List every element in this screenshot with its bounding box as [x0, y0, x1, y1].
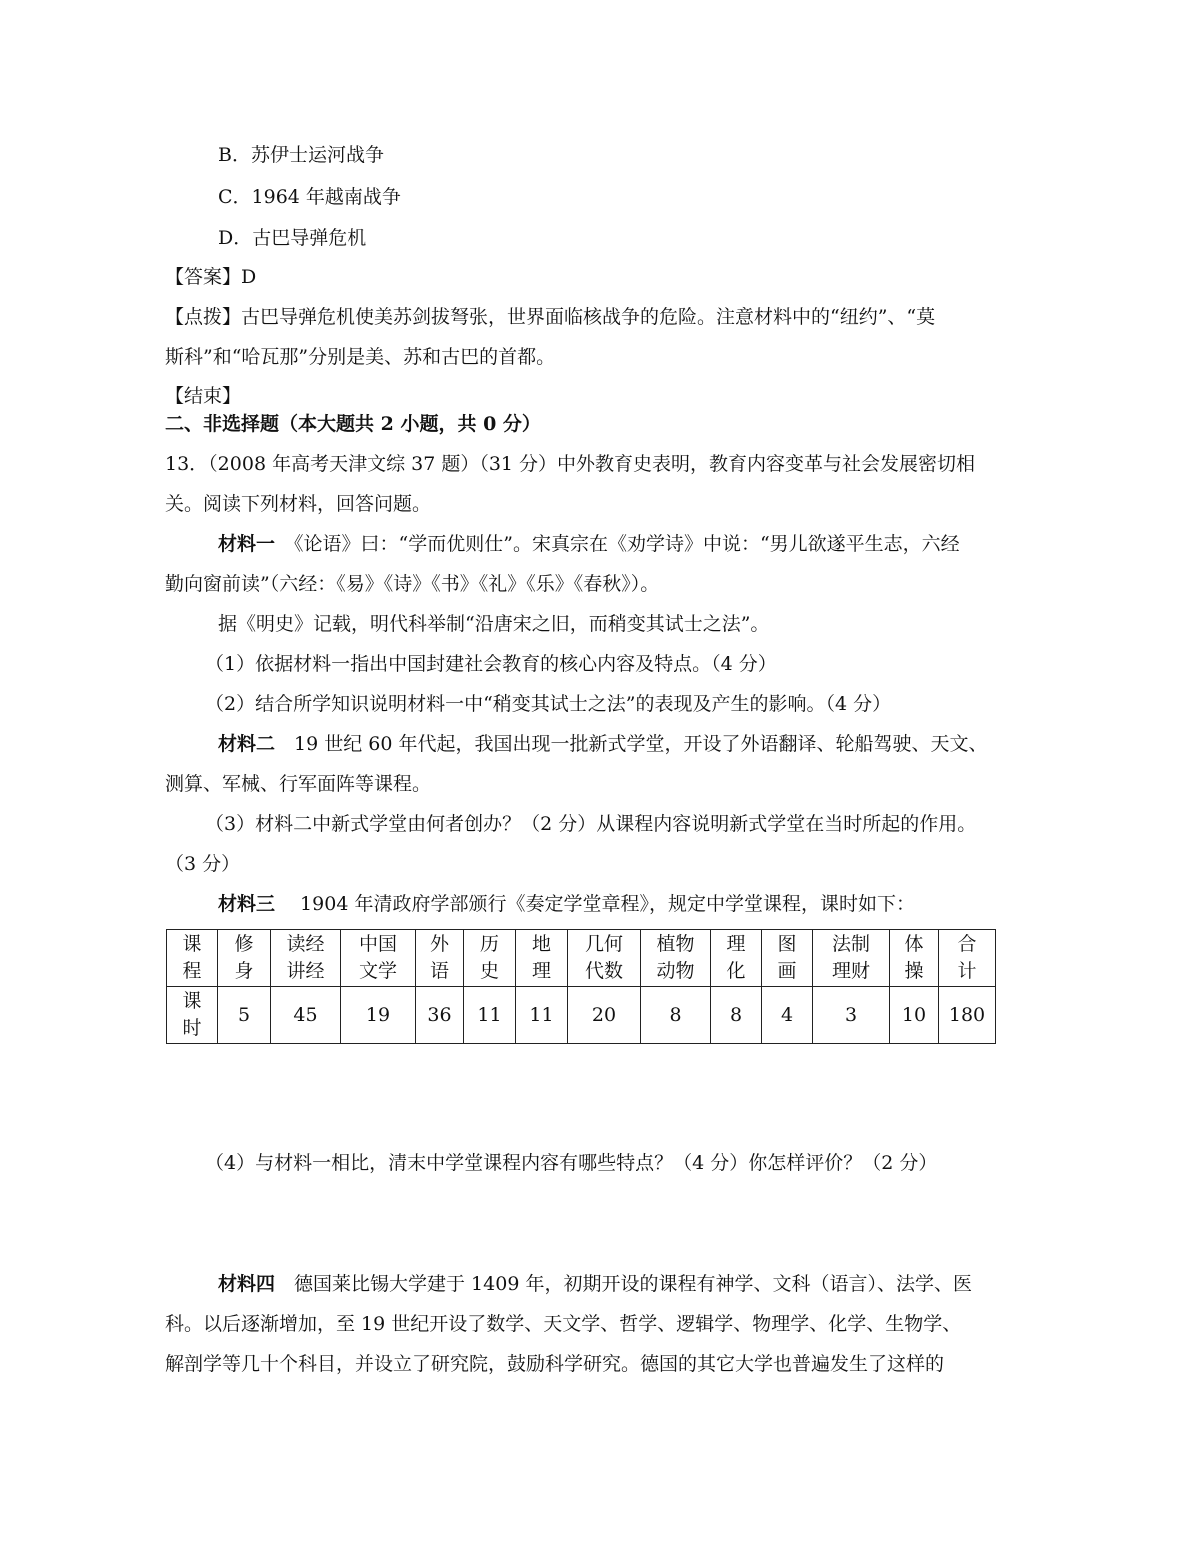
material-3-line-1: 材料三 1904 年清政府学部颁行《奏定学堂章程》，规定中学堂课程，课时如下： [218, 893, 915, 915]
table-cell: 10 [890, 987, 939, 1044]
table-cell: 植物 动物 [641, 930, 711, 987]
section-title: 二、非选择题（本大题共 2 小题，共 0 分） [165, 413, 541, 435]
table-cell: 45 [271, 987, 341, 1044]
table-cell: 19 [341, 987, 416, 1044]
option-b: B．苏伊士运河战争 [218, 144, 384, 166]
end-mark: 【结束】 [165, 385, 242, 407]
table-cell: 5 [218, 987, 271, 1044]
material-2-label: 材料二 [218, 733, 276, 755]
table-cell: 3 [813, 987, 890, 1044]
table-cell: 理 化 [711, 930, 762, 987]
material-4-line-2: 科。以后逐渐增加，至 19 世纪开设了数学、天文学、哲学、逻辑学、物理学、化学、生物学、 [165, 1313, 962, 1335]
sub-question-1: （1）依据材料一指出中国封建社会教育的核心内容及特点。（4 分） [205, 653, 777, 675]
sub-question-2: （2）结合所学知识说明材料一中“稍变其试士之法”的表现及产生的影响。（4 分） [205, 693, 892, 715]
table-cell: 180 [939, 987, 996, 1044]
table-cell: 36 [416, 987, 464, 1044]
material-3-label: 材料三 [218, 893, 276, 915]
table-cell: 课 时 [167, 987, 218, 1044]
table-cell: 图 画 [762, 930, 813, 987]
table-header-row [167, 930, 996, 987]
question-line-1: 13．（2008 年高考天津文综 37 题）（31 分）中外教育史表明，教育内容变革与社会发展密切相 [165, 453, 976, 475]
material-1-label: 材料一 [218, 533, 276, 555]
table-cell: 历 史 [464, 930, 516, 987]
sub-question-3-line-1: （3）材料二中新式学堂由何者创办？（2 分）从课程内容说明新式学堂在当时所起的作用。 [205, 813, 977, 835]
material-2-line-1: 材料二 19 世纪 60 年代起，我国出现一批新式学堂，开设了外语翻译、轮船驾驶、天文、 [218, 733, 988, 755]
table-hours-row [167, 987, 996, 1044]
material-2-line-2: 测算、军械、行军面阵等课程。 [165, 773, 432, 795]
table-cell: 读经 讲经 [271, 930, 341, 987]
table-cell: 地 理 [516, 930, 568, 987]
material-4-label: 材料四 [218, 1273, 276, 1295]
sub-question-4: （4）与材料一相比，清末中学堂课程内容有哪些特点？（4 分）你怎样评价？（2 分） [205, 1152, 938, 1174]
table-cell: 4 [762, 987, 813, 1044]
option-c: C．1964 年越南战争 [218, 186, 401, 208]
table-cell: 合 计 [939, 930, 996, 987]
table-cell: 8 [711, 987, 762, 1044]
material-1-line-2: 勤向窗前读”（六经：《易》《诗》《书》《礼》《乐》《春秋》）。 [165, 573, 660, 595]
table-cell: 外 语 [416, 930, 464, 987]
course-hours-table [166, 929, 996, 1044]
sub-question-3-line-2: （3 分） [165, 853, 241, 875]
table-cell: 体 操 [890, 930, 939, 987]
table-cell: 修 身 [218, 930, 271, 987]
table-cell: 中国 文学 [341, 930, 416, 987]
material-4-line-3: 解剖学等几十个科目，并设立了研究院，鼓励科学研究。德国的其它大学也普遍发生了这样的 [165, 1353, 945, 1375]
table-cell: 20 [568, 987, 641, 1044]
table-cell: 法制 理财 [813, 930, 890, 987]
material-1-line-3: 据《明史》记载，明代科举制“沿唐宋之旧，而稍变其试士之法”。 [218, 613, 770, 635]
table-cell: 11 [516, 987, 568, 1044]
question-line-2: 关。阅读下列材料，回答问题。 [165, 493, 432, 515]
material-4-line-1: 材料四 德国莱比锡大学建于 1409 年，初期开设的课程有神学、文科（语言）、法学、医 [218, 1273, 972, 1295]
hint-line-1: 【点拨】古巴导弹危机使美苏剑拔弩张，世界面临核战争的危险。注意材料中的“纽约”、“莫 [165, 306, 936, 328]
material-1-line-1: 材料一 《论语》曰：“学而优则仕”。宋真宗在《劝学诗》中说：“男儿欲遂平生志，六经 [218, 533, 960, 555]
table-cell: 8 [641, 987, 711, 1044]
table-cell: 课 程 [167, 930, 218, 987]
table-cell: 11 [464, 987, 516, 1044]
option-d: D．古巴导弹危机 [218, 227, 367, 249]
hint-line-2: 斯科”和“哈瓦那”分别是美、苏和古巴的首都。 [165, 346, 556, 368]
table-cell: 几何 代数 [568, 930, 641, 987]
answer: 【答案】D [165, 266, 257, 288]
